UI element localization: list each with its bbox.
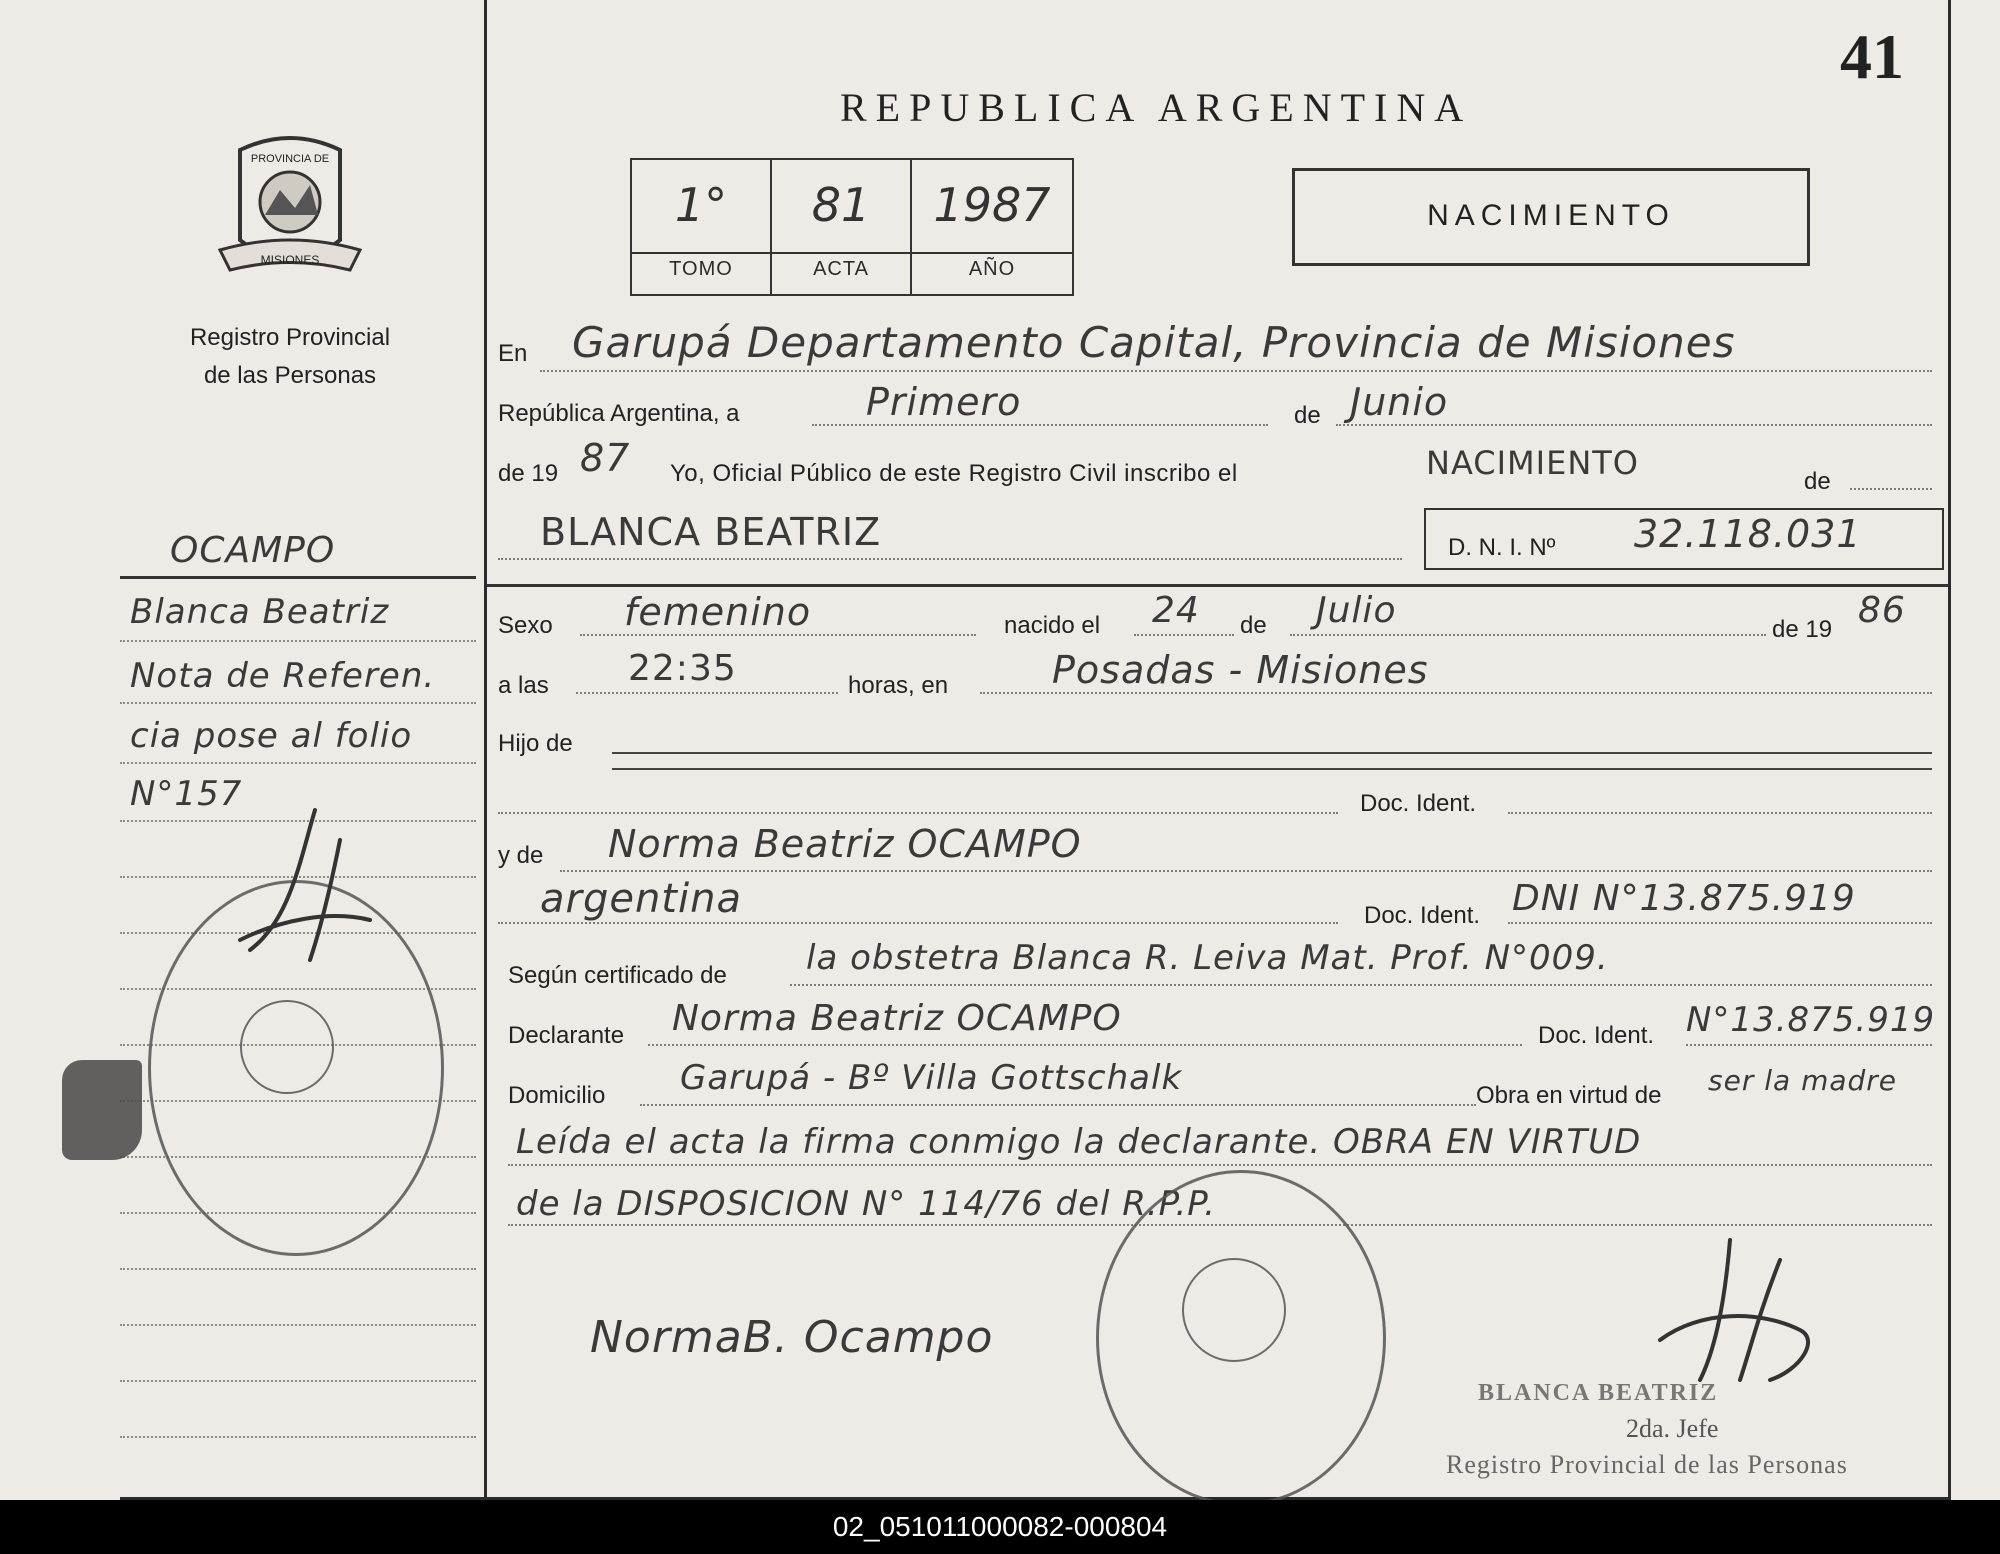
de19-label: de 19 [498, 460, 559, 487]
mes-value: Junio [1350, 380, 1449, 424]
child-name-value: BLANCA BEATRIZ [540, 510, 882, 554]
officer-office: Registro Provincial de las Personas [1446, 1450, 1848, 1479]
doc-ident-label1: Doc. Ident. [1360, 790, 1477, 817]
address-value: Garupá - Bº Villa Gottschalk [680, 1058, 1183, 1098]
hijo-label: Hijo de [498, 730, 573, 757]
page-title: REPUBLICA ARGENTINA [840, 85, 1473, 130]
yde-label: y de [498, 842, 544, 869]
acta-label: ACTA [813, 258, 869, 280]
domicilio-label: Domicilio [508, 1082, 606, 1109]
image-id-footer: 02_051011000082-000804 [0, 1500, 2000, 1554]
signature-left-icon [220, 800, 400, 980]
note-line2-value: de la DISPOSICION N° 114/76 del R.P.P. [516, 1184, 1216, 1224]
de-label2: de [1804, 468, 1831, 495]
left-panel-top-rule [120, 576, 476, 579]
dni-label: D. N. I. Nº [1448, 534, 1556, 561]
yo-text: Yo, Oficial Público de este Registro Civil inscribo el [670, 460, 1238, 487]
margin-note-line1: Nota de Referen. [130, 656, 436, 696]
dni-box [1424, 508, 1944, 570]
doc-ident-label2: Doc. Ident. [1364, 902, 1481, 929]
declarant-value: Norma Beatriz OCAMPO [672, 998, 1122, 1039]
tomo-label: TOMO [669, 258, 733, 280]
acta-cell [772, 160, 912, 294]
margin-note-line2: cia pose al folio [130, 716, 413, 756]
act-type-value: NACIMIENTO [1426, 444, 1639, 482]
mother-doc-value: DNI N°13.875.919 [1512, 878, 1856, 919]
registry-name-line1: Registro Provincial [189, 324, 391, 351]
mother-nationality-value: argentina [540, 876, 742, 922]
padre-line [612, 752, 1932, 754]
note-line1 [508, 1164, 1932, 1166]
ink-smudge [62, 1060, 142, 1160]
anio-value: 1987 [933, 178, 1051, 232]
sexo-line [580, 634, 976, 636]
officer-signature-icon [1640, 1230, 1840, 1400]
mes-line [1336, 424, 1932, 426]
de-label: de [1294, 402, 1321, 429]
stamp-center-seal [1182, 1258, 1286, 1362]
note-line1-value: Leída el acta la firma conmigo la declarante. OBRA EN VIRTUD [516, 1122, 1642, 1162]
obra-label: Obra en virtud de [1476, 1082, 1662, 1109]
registry-name-line2: de las Personas [203, 362, 377, 389]
left-column-divider [484, 0, 487, 1500]
stamp-inner-seal [240, 1000, 334, 1094]
tomo-cell [632, 160, 772, 294]
anio-label: AÑO [968, 258, 1016, 280]
birth-month-value: Julio [1316, 590, 1397, 631]
madre-line [560, 870, 1932, 872]
en-label: En [498, 340, 528, 367]
nombre-line [498, 558, 1402, 560]
record-type-box [1292, 168, 1810, 266]
alas-label: a las [498, 672, 549, 699]
en-line [540, 370, 1932, 372]
emblem-top-text: PROVINCIA DE [250, 153, 330, 165]
provincial-emblem-icon [210, 130, 370, 290]
nac-de19-label: de 19 [1772, 616, 1833, 643]
lugar-line [980, 692, 1932, 694]
birth-year-value: 86 [1858, 590, 1906, 631]
margin-rule [120, 1268, 476, 1270]
officer-title: 2da. Jefe [1626, 1414, 1719, 1443]
horas-label: horas, en [848, 672, 949, 699]
hora-line [576, 692, 838, 694]
declarante-line [648, 1044, 1522, 1046]
section-rule [487, 584, 1948, 587]
certificado-line [790, 984, 1932, 986]
margin-note-line3: N°157 [130, 774, 243, 814]
nac-dia-line [1134, 634, 1234, 636]
nac-de-label: de [1240, 612, 1267, 639]
mother-name-value: Norma Beatriz OCAMPO [608, 822, 1082, 866]
declarante-doc-line [1686, 1044, 1932, 1046]
dia-value: Primero [866, 380, 1022, 424]
year-value: 87 [580, 436, 631, 480]
doc-ident-label3: Doc. Ident. [1538, 1022, 1655, 1049]
birth-time-value: 22:35 [628, 648, 737, 689]
margin-given-names: Blanca Beatriz [130, 592, 390, 632]
dia-line [812, 424, 1268, 426]
declarant-doc-value: N°13.875.919 [1686, 1000, 1936, 1040]
segun-label: Según certificado de [508, 962, 727, 989]
officer-stamp-name: BLANCA BEATRIZ [1478, 1380, 1719, 1406]
right-border [1948, 0, 1951, 1500]
acting-capacity-value: ser la madre [1708, 1064, 1898, 1097]
place-value: Garupá Departamento Capital, Provincia de Misiones [572, 318, 1736, 367]
nacido-label: nacido el [1004, 612, 1101, 639]
record-type-label: NACIMIENTO [1427, 199, 1675, 232]
declarante-label: Declarante [508, 1022, 625, 1049]
registry-number-box [630, 158, 1074, 296]
certificate-value: la obstetra Blanca R. Leiva Mat. Prof. N°009. [806, 938, 1609, 978]
nac-mes-line [1290, 634, 1766, 636]
padre-nac-line [498, 812, 1338, 814]
sex-value: femenino [624, 590, 812, 634]
republica-label: República Argentina, a [498, 400, 740, 427]
emblem-bottom-text: MISIONES [260, 253, 320, 267]
anio-cell [912, 160, 1074, 294]
madre-doc-line [1508, 922, 1932, 924]
nacionalidad-line [498, 922, 1338, 924]
margin-rule [120, 1380, 476, 1382]
acta-value: 81 [811, 178, 871, 232]
padre-line2 [612, 768, 1932, 770]
birth-place-value: Posadas - Misiones [1052, 648, 1429, 692]
declarant-signature: NormaB. Ocampo [590, 1312, 994, 1363]
sexo-label: Sexo [498, 612, 553, 639]
margin-rule [120, 702, 476, 704]
margin-rule [120, 762, 476, 764]
de-line2 [1850, 488, 1932, 490]
birth-day-value: 24 [1152, 590, 1200, 631]
padre-doc-line [1508, 812, 1932, 814]
dni-value: 32.118.031 [1634, 512, 1862, 556]
domicilio-line [640, 1104, 1476, 1106]
page-number: 41 [1840, 21, 1904, 92]
tomo-value: 1° [674, 178, 728, 232]
margin-surname: OCAMPO [170, 530, 336, 571]
margin-rule [120, 640, 476, 642]
margin-rule [120, 1436, 476, 1438]
margin-rule [120, 1324, 476, 1326]
